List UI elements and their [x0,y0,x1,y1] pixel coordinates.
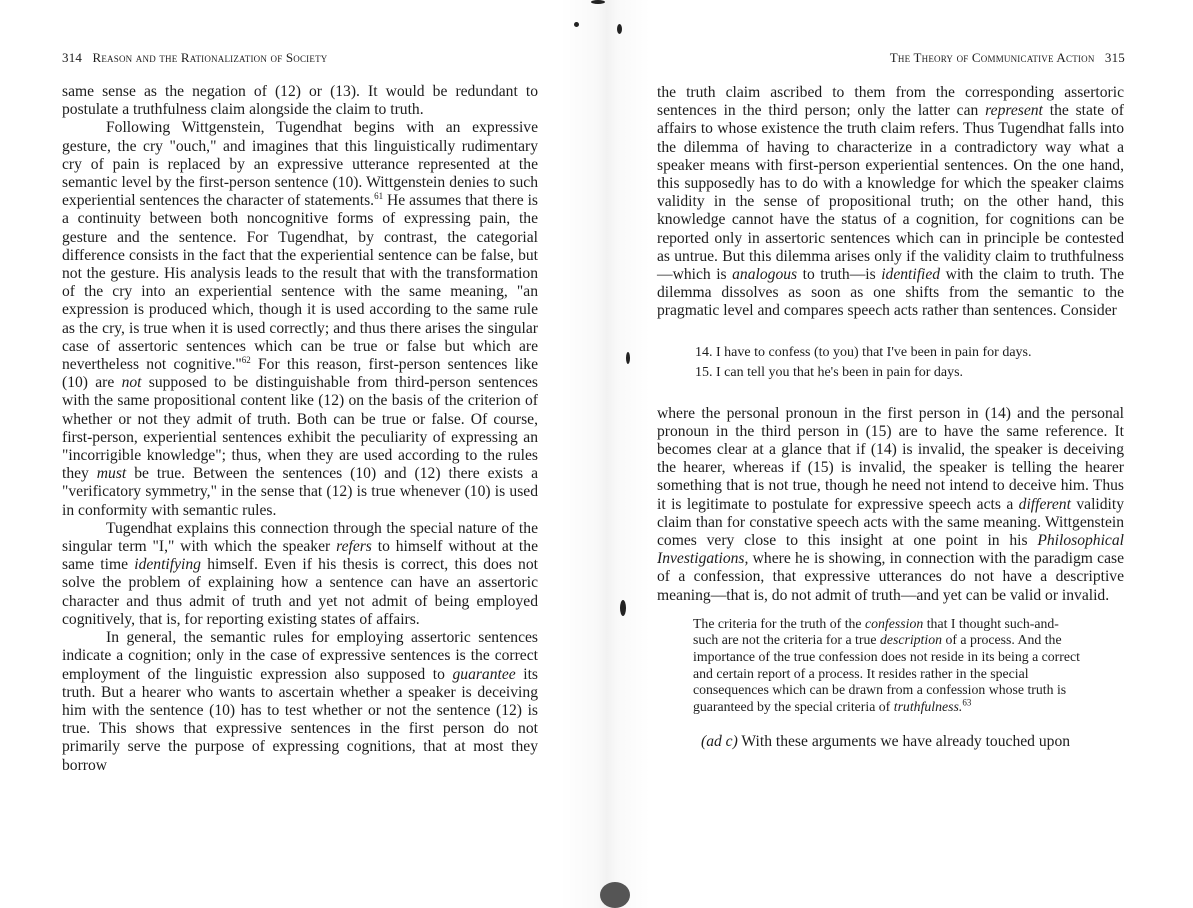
scan-speck [600,882,630,908]
example-list [695,343,1124,383]
right-page-body [657,84,1124,752]
paragraph: where the personal pronoun in the first person in (14) and the personal pronoun in the third person in (15) are to have the same reference. It becomes clear at a glance that if (14) is invalid, the speaker is deceiving the hearer, whereas if (15) is invalid, the speaker is telling the hearer something that is not true, though he need not intend to deceive him. Thus it is legitimate to postulate for expressive speech acts a different validity claim than for constative speech acts with the same meaning. Wittgenstein comes very close to this insight at one point in his Philosophical Investigations, where he is showing, in connection with the paradigm case of a confession, that expressive utterances do not have a descriptive meaning—that is, do not admit of truth—and yet can be valid or invalid. [657,404,1125,604]
right-page-header [890,50,1125,66]
paragraph: Tugendhat explains this connection through the special nature of the singular term "I," with which the speaker refers to himself without at the same time identifying himself. Even if his thesis is correct, this does not solve the problem of explaining how a sentence can have an assertoric character and thus admit of truth and yet not admit of being employed cognitively, that is, for reporting existing states of affairs. [62,519,538,628]
wittgenstein-block-quote: The criteria for the truth of the confession that I thought such-and-such are not the criteria for a true description of a process. And the importance of the true confession does not reside in its being a correct and certain report of a process. It resides rather in the special consequences which can be drawn from a confession whose truth is guaranteed by the special criteria of truthfulness.$^{63}$ [693,615,1080,714]
paragraph: In general, the semantic rules for employing assertoric sentences indicate a cognition; only in the case of expressive sentences is the correct employment of the linguistic expression also supposed to guarantee its truth. But a hearer who wants to ascertain whether a speaker is deceiving him with the sentence (10) has to test whether or not the sentence (12) is true. This shows that expressive sentences in the first person do not primarily serve the purpose of expressing cognitions, that at most they borrow [62,629,538,774]
example-sentence-15: 15. I can tell you that he's been in pain for days. [695,364,964,380]
footnote-ref: 61 [374,191,384,202]
example-sentence-14: 14. I have to confess (to you) that I've been in pain for days. [695,344,1032,360]
right-running-head: The Theory of Communicative Action [889,50,1095,65]
left-page-number: 314 [62,50,83,65]
paragraph: (ad c) With these arguments we have already touched upon [701,733,1071,751]
left-page-header [62,50,327,66]
book-gutter-shadow [560,0,650,908]
scan-speck [591,0,605,4]
scan-speck [626,352,630,364]
right-page-number: 315 [1104,50,1125,65]
footnote-ref: 63 [962,697,972,708]
left-page-body [62,83,538,775]
scan-speck [617,24,622,34]
paragraph: the truth claim ascribed to them from the corresponding assertoric sentences in the third person; only the latter can represent the state of affairs to whose existence the truth claim refers. Thus Tugendhat falls into the dilemma of having to characterize in a contradictory way what a speaker means with first-person experiential sentences. On the one hand, this supposedly has to do with a knowledge for which the speaker claims validity in the sense of propositional truth; on the other hand, this knowledge cannot have the status of a cognition, for cognitions can be reported only in assertoric sentences which can in principle be contested as untrue. But this dilemma arises only if the validity claim to truthfulness—which is analogous to truth—is identified with the claim to truth. The dilemma dissolves as soon as one shifts from the semantic to the pragmatic level and compares speech acts rather than sentences. Consider [657,84,1124,320]
scan-speck [574,22,579,27]
paragraph: same sense as the negation of (12) or (13). It would be redundant to postulate a truthfulness claim alongside the claim to truth. [62,83,538,119]
footnote-ref: 62 [241,354,251,365]
paragraph: Following Wittgenstein, Tugendhat begins with an expressive gesture, the cry "ouch," and imagines that this linguistically rudimentary cry of pain is replaced by an expressive utterance represented at the semantic level by the first-person sentence (10). Wittgenstein denies to such experiential sentences the character of statements.$^{61}$ He assumes that there is a continuity between both noncognitive forms of expressing pain, the gesture and the sentence. For Tugendhat, by contrast, the categorial difference consists in the fact that the experiential sentence can be false, but not the gesture. His analysis leads to the result that with the transformation of the cry into an experiential sentence with the same meaning, "an expression is produced which, though it is used according to the same rule as the cry, is true when it is used correctly; and thus there arises the singular case of assertoric sentences which can be true or false but which are nevertheless not cognitive."$^{62}$ For this reason, first-person sentences like (10) are not supposed to be distinguishable from third-person sentences with the same propositional content like (12) on the basis of the criterion of whether or not they admit of truth. Both can be true or false. Of course, first-person, experiential sentences exhibit the peculiarity of expressing an "incorrigible knowledge"; thus, when they are used according to the rules they must be true. Between the sentences (10) and (12) there exists a "verificatory symmetry," in the sense that (12) is true whenever (10) is used in conformity with semantic rules. [62,119,538,519]
scan-speck [620,600,626,616]
left-running-head: Reason and the Rationalization of Society [92,50,328,65]
